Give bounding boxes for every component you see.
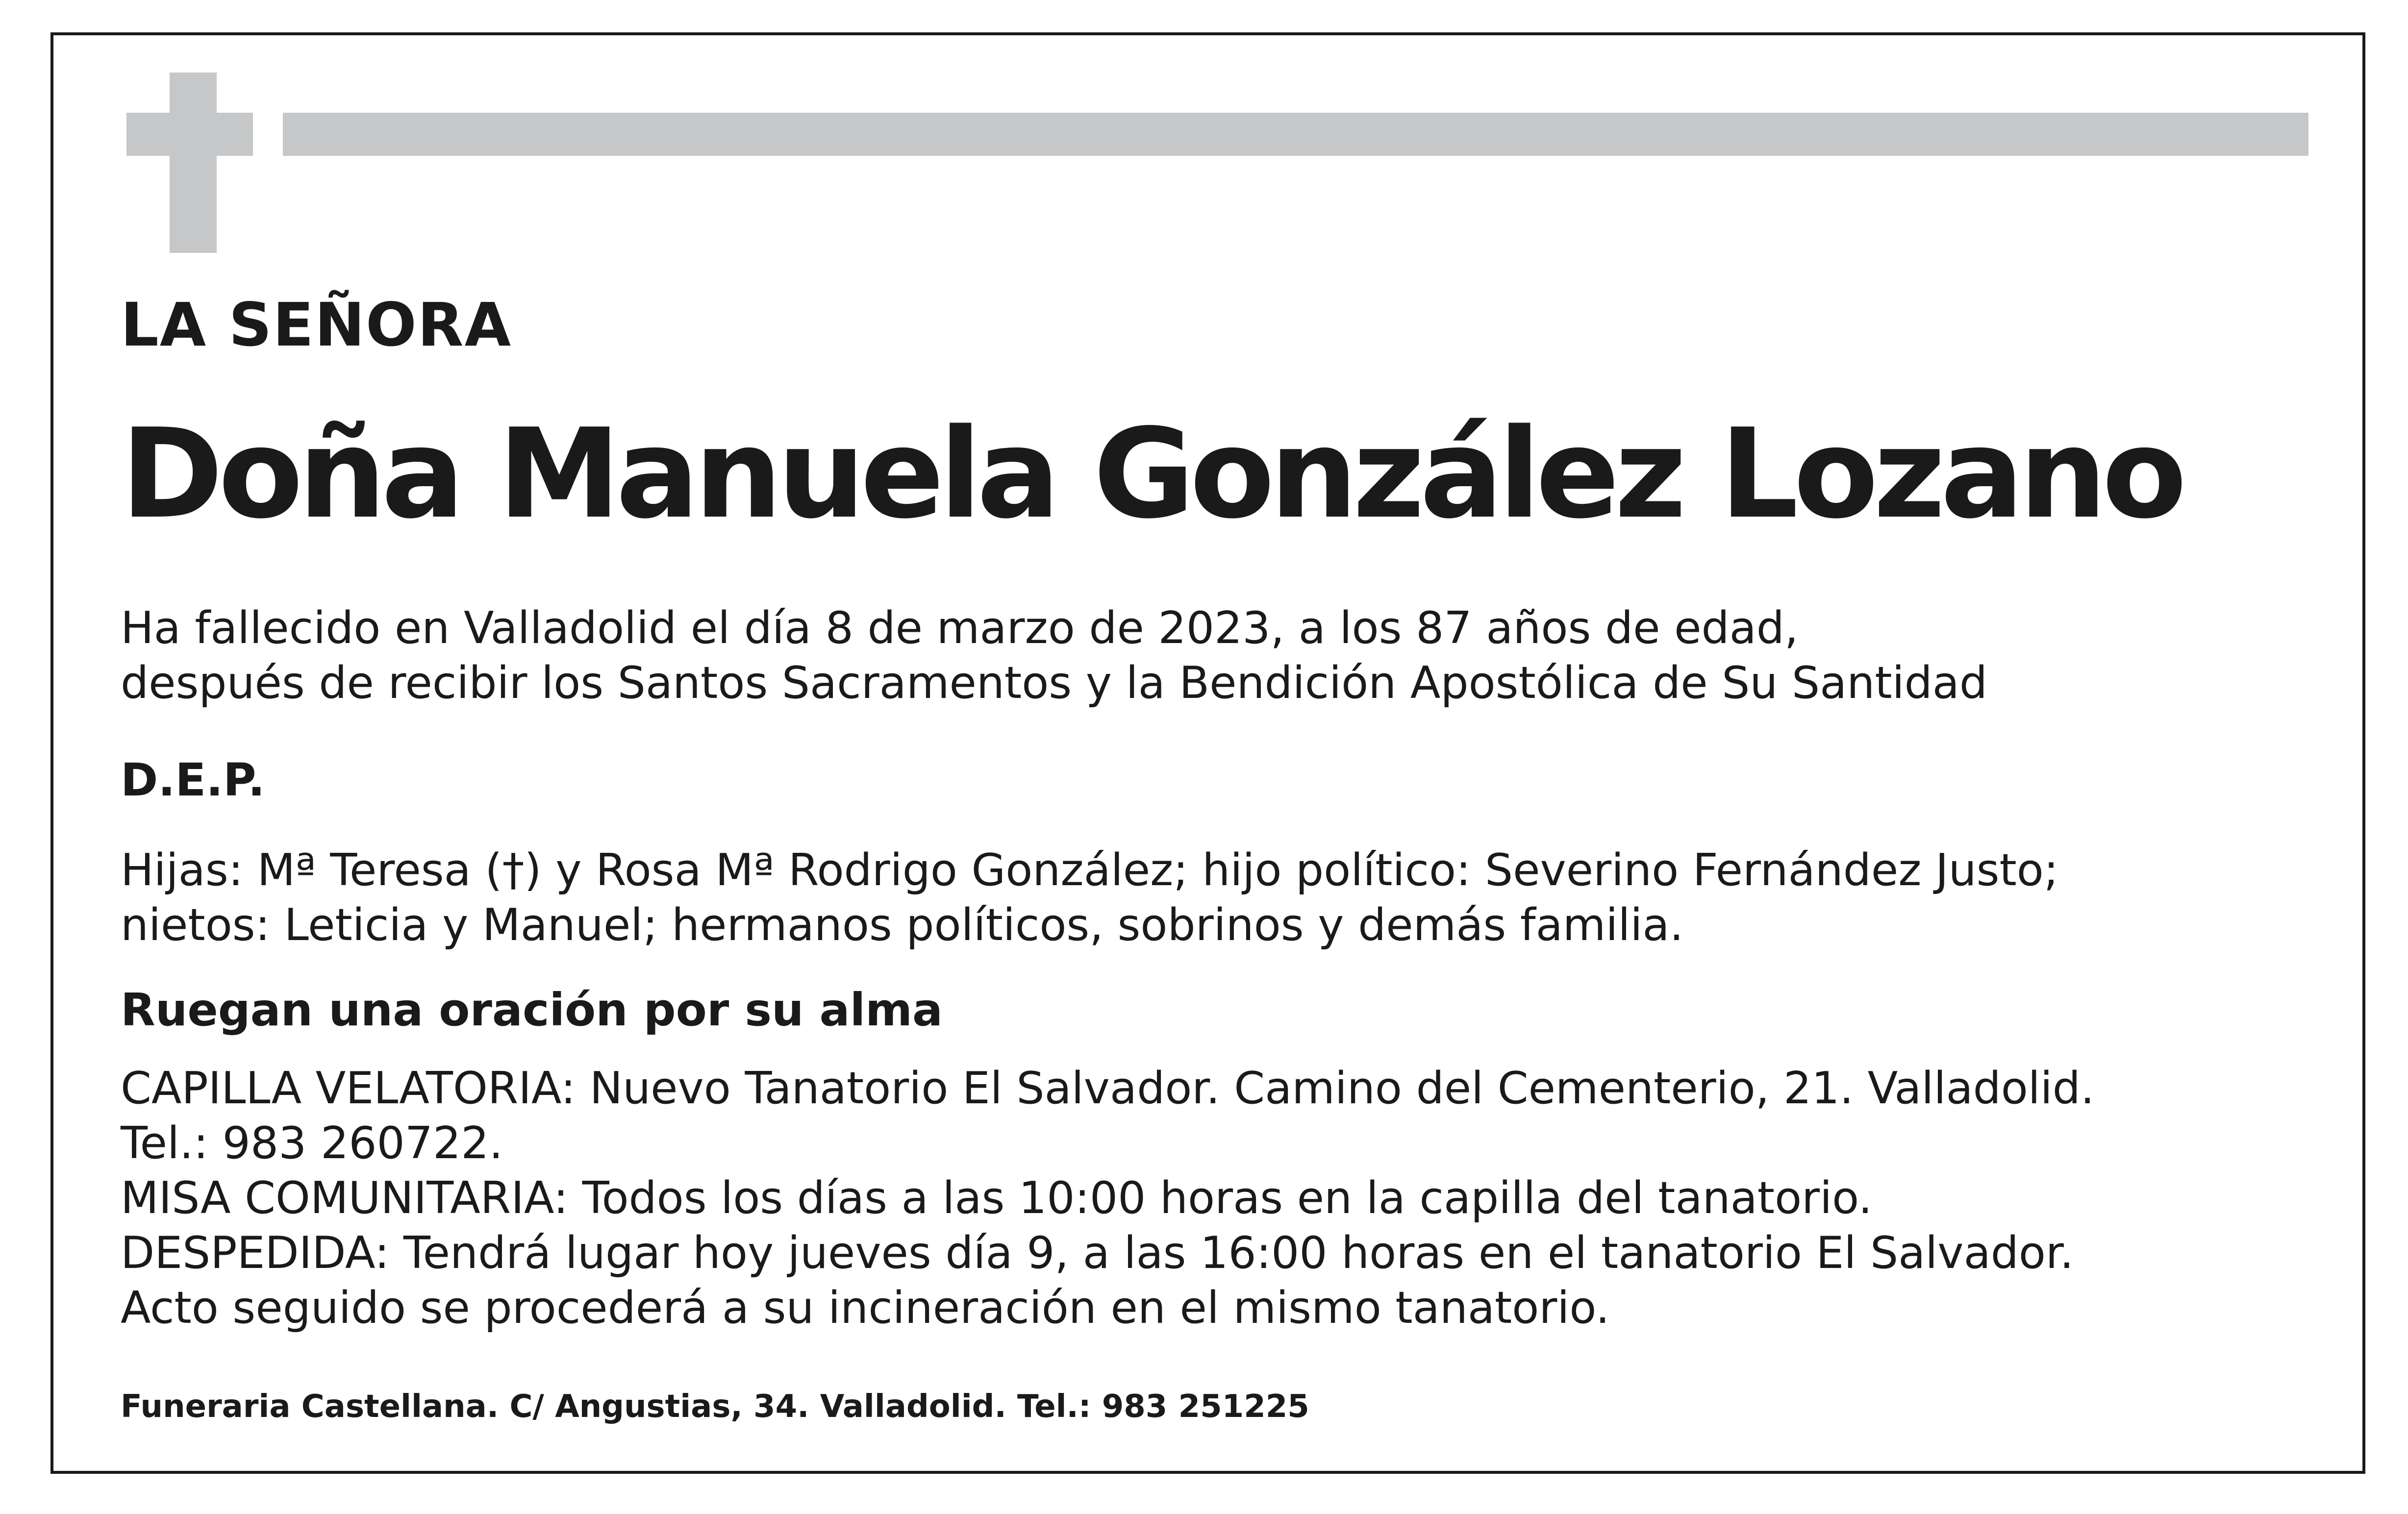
family-list bbox=[121, 843, 2058, 953]
funeral-home-footer: Funeraria Castellana. C/ Angustias, 34. Valladolid. Tel.: 983 251225 bbox=[121, 1389, 1309, 1425]
honorific-title: LA SEÑORA bbox=[121, 290, 512, 360]
services-line-cremation: Acto seguido se procederá a su incineración en el mismo tanatorio. bbox=[121, 1282, 1610, 1334]
header-rule bbox=[283, 113, 2308, 156]
death-announcement-line: después de recibir los Santos Sacramentos y la Bendición Apostólica de Su Santidad bbox=[121, 657, 1988, 709]
prayer-request: Ruegan una oración por su alma bbox=[121, 984, 943, 1036]
services-line-wake: CAPILLA VELATORIA: Nuevo Tanatorio El Salvador. Camino del Cementerio, 21. Valladolid. bbox=[121, 1063, 2095, 1114]
death-announcement-line: Ha fallecido en Valladolid el día 8 de marzo de 2023, a los 87 años de edad, bbox=[121, 602, 1799, 654]
services-line-mass: MISA COMUNITARIA: Todos los días a las 10:00 horas en la capilla del tanatorio. bbox=[121, 1172, 1873, 1224]
deceased-name: Doña Manuela González Lozano bbox=[121, 402, 2182, 546]
rip-abbreviation: D.E.P. bbox=[121, 754, 265, 806]
family-line: Hijas: Mª Teresa (†) y Rosa Mª Rodrigo González; hijo político: Severino Fernández Justo; bbox=[121, 844, 2059, 896]
services-line-farewell: DESPEDIDA: Tendrá lugar hoy jueves día 9, a las 16:00 horas en el tanatorio El Salvador. bbox=[121, 1227, 2074, 1279]
services-line-phone: Tel.: 983 260722. bbox=[121, 1117, 503, 1169]
death-announcement bbox=[121, 601, 1987, 711]
family-line: nietos: Leticia y Manuel; hermanos políticos, sobrinos y demás familia. bbox=[121, 899, 1684, 951]
cross-icon bbox=[170, 73, 217, 253]
cross-icon-crossbar bbox=[126, 113, 253, 156]
funeral-services bbox=[121, 1061, 2095, 1336]
